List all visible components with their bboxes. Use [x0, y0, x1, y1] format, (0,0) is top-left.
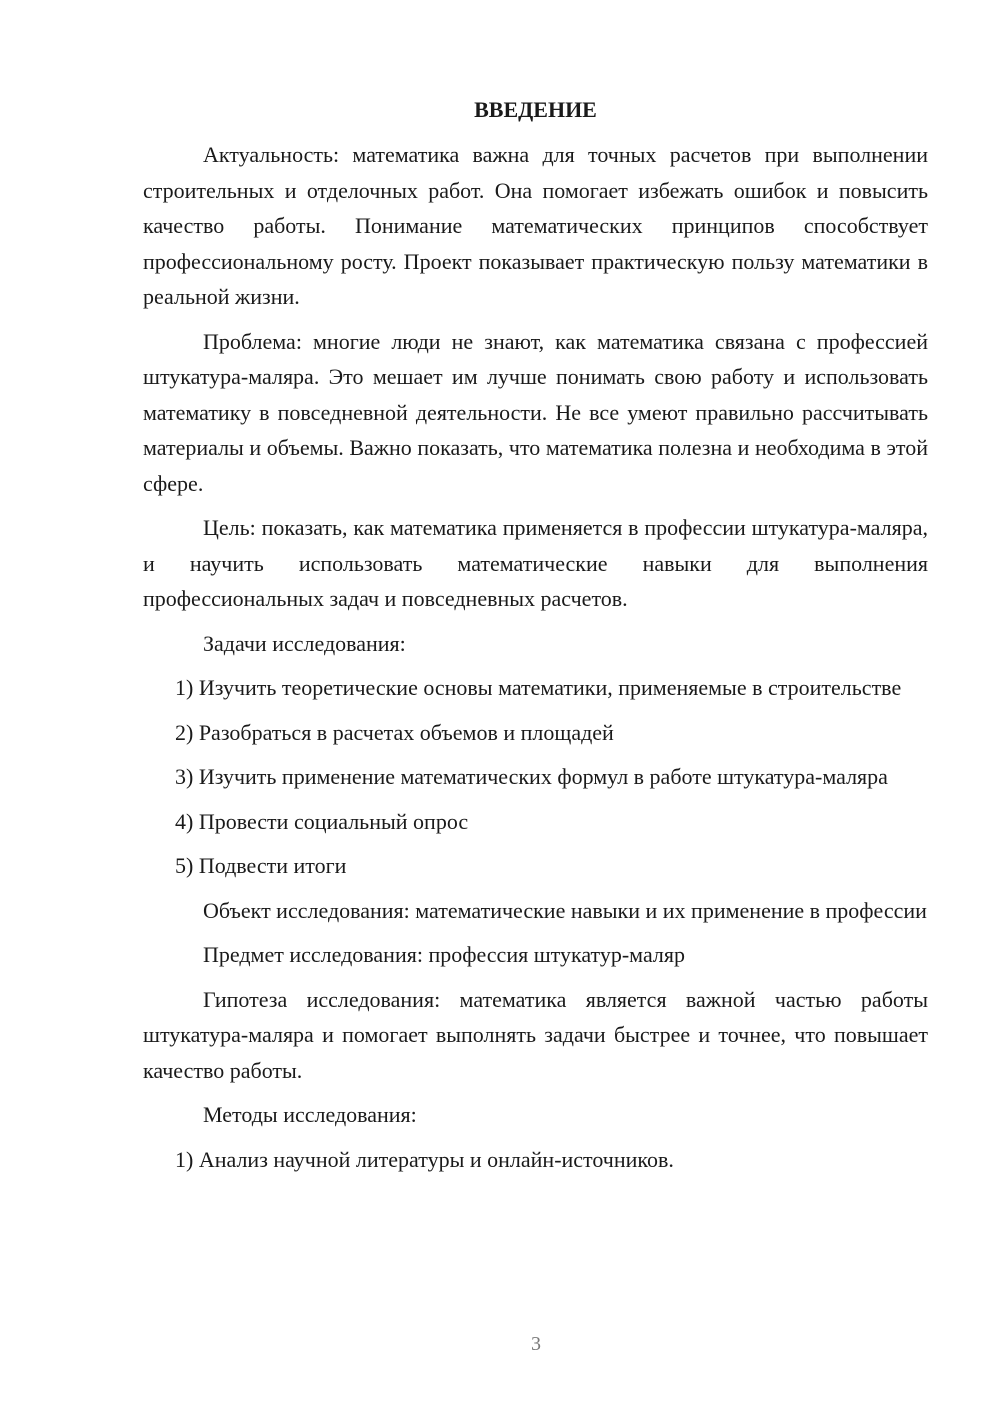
section-title: ВВЕДЕНИЕ [474, 97, 597, 122]
tasks-heading: Задачи исследования: [203, 630, 406, 656]
relevance-paragraph: Актуальность: математика важна для точных расчетов при выполнении строительных и отделочных работ. Она помогает избежать ошибок и повысить качество работы. Понимание математических принципов способствует профессиональному росту. Проект показывает практическую пользу математики в реальной жизни. [143, 142, 928, 309]
method-item: 1) Анализ научной литературы и онлайн-источников. [175, 1146, 674, 1172]
methods-heading: Методы исследования: [203, 1102, 417, 1127]
page-number: 3 [531, 1333, 541, 1355]
task-item: 2) Разобраться в расчетах объемов и площадей [175, 719, 614, 745]
page-content [143, 92, 928, 1186]
task-item: 5) Подвести итоги [175, 853, 347, 878]
hypothesis-paragraph: Гипотеза исследования: математика является важной частью работы штукатура-маляра и помогает выполнять задачи быстрее и точнее, что повышает качество работы. [143, 986, 928, 1083]
object-paragraph: Объект исследования: математические навыки и их применение в профессии [203, 897, 927, 923]
subject-paragraph: Предмет исследования: профессия штукатур-маляр [203, 942, 686, 967]
goal-paragraph: Цель: показать, как математика применяется в профессии штукатура-маляра, и научить использовать математические навыки для выполнения профессиональных задач и повседневных расчетов. [143, 515, 928, 611]
problem-paragraph: Проблема: многие люди не знают, как математика связана с профессией штукатура-маляра. Это мешает им лучше понимать свою работу и использовать математику в повседневной деятельности. Не все умеют правильно рассчитывать материалы и объемы. Важно показать, что математика полезна и необходима в этой сфере. [143, 328, 928, 496]
task-item: 1) Изучить теоретические основы математики, применяемые в строительстве [175, 675, 902, 700]
task-item: 4) Провести социальный опрос [175, 808, 469, 834]
task-item: 3) Изучить применение математических формул в работе штукатура-маляра [175, 764, 888, 789]
